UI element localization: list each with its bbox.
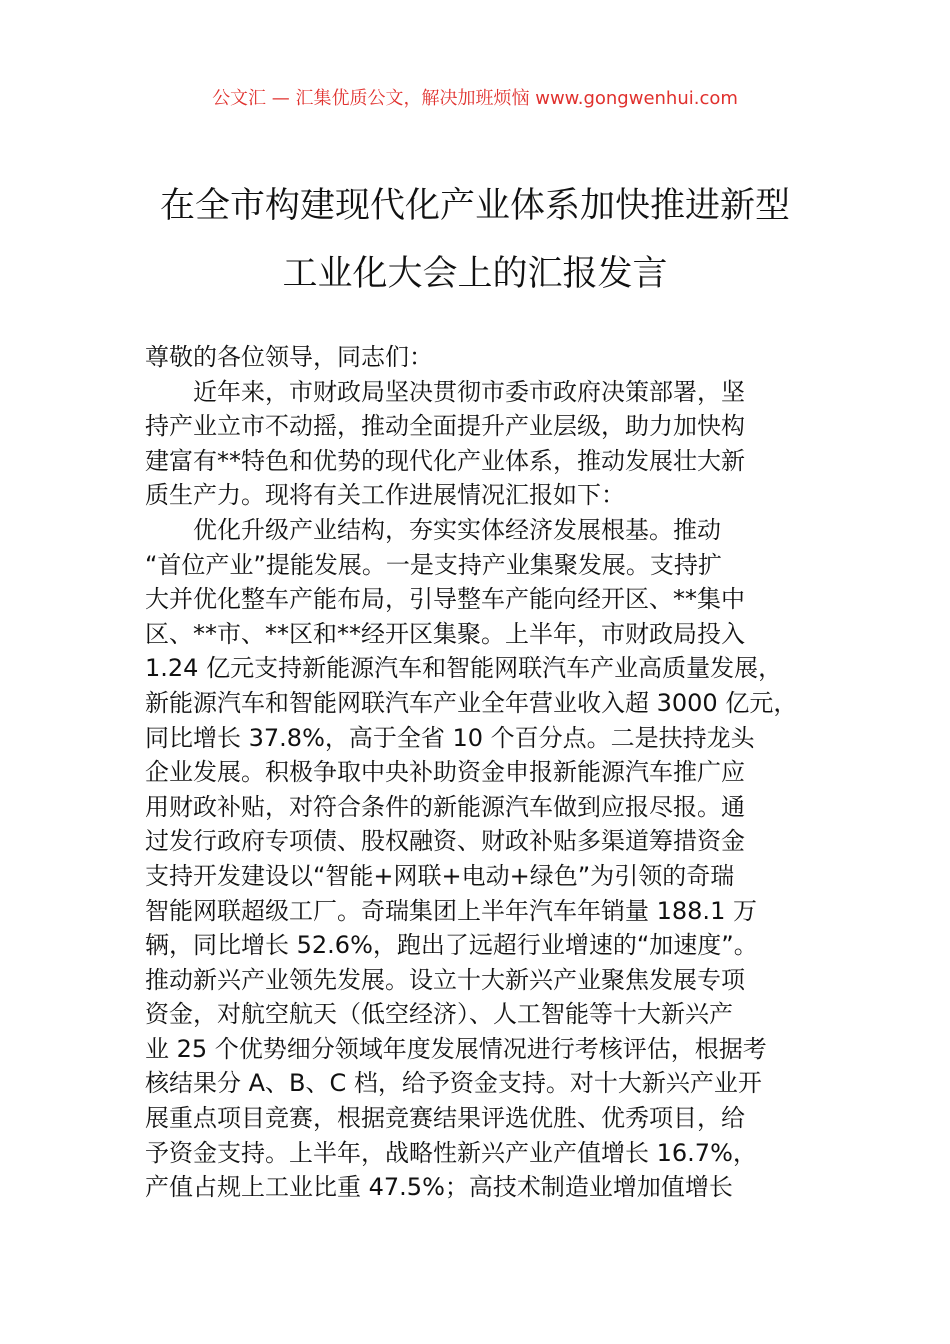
body-text-line: 同比增长 37.8%，高于全省 10 个百分点。二是扶持龙头 bbox=[145, 723, 755, 752]
body-text-line: 支持开发建设以“智能+网联+电动+绿色”为引领的奇瑞 bbox=[145, 861, 735, 890]
body-text-line: 用财政补贴，对符合条件的新能源汽车做到应报尽报。通 bbox=[145, 792, 745, 821]
site-header-watermark: 公文汇 — 汇集优质公文，解决加班烦恼 www.gongwenhui.com bbox=[212, 88, 738, 109]
body-text-line: 推动新兴产业领先发展。设立十大新兴产业聚焦发展专项 bbox=[145, 965, 745, 994]
body-text-line: 尊敬的各位领导，同志们： bbox=[145, 343, 433, 371]
body-text-line: 持产业立市不动摇，推动全面提升产业层级，助力加快构 bbox=[145, 412, 745, 441]
body-text-line: 1.24 亿元支持新能源汽车和智能网联汽车产业高质量发展， bbox=[145, 654, 783, 683]
body-text-line: 区、**市、**区和**经开区集聚。上半年，市财政局投入 bbox=[145, 619, 745, 648]
body-text-line: 新能源汽车和智能网联汽车产业全年营业收入超 3000 亿元， bbox=[145, 688, 798, 717]
document-title-line-1: 在全市构建现代化产业体系加快推进新型 bbox=[159, 186, 790, 226]
body-text-line: 企业发展。积极争取中央补助资金申报新能源汽车推广应 bbox=[145, 758, 745, 787]
body-text-line: 业 25 个优势细分领域年度发展情况进行考核评估，根据考 bbox=[145, 1034, 767, 1063]
document-body bbox=[145, 340, 845, 1205]
body-text-line: 展重点项目竞赛，根据竞赛结果评选优胜、优秀项目，给 bbox=[145, 1104, 745, 1133]
body-text-line: 过发行政府专项债、股权融资、财政补贴多渠道筹措资金 bbox=[145, 827, 745, 856]
body-text-line: 予资金支持。上半年，战略性新兴产业产值增长 16.7%， bbox=[145, 1138, 757, 1167]
body-text-line: 质生产力。现将有关工作进展情况汇报如下： bbox=[145, 481, 625, 510]
document-title-line-2: 工业化大会上的汇报发言 bbox=[282, 254, 668, 294]
body-text-line: 产值占规上工业比重 47.5%；高技术制造业增加值增长 bbox=[145, 1173, 733, 1202]
body-text-line: 智能网联超级工厂。奇瑞集团上半年汽车年销量 188.1 万 bbox=[145, 896, 757, 925]
body-text-line: 优化升级产业结构，夯实实体经济发展根基。推动 bbox=[145, 515, 721, 544]
body-text-line: 资金，对航空航天（低空经济）、人工智能等十大新兴产 bbox=[145, 1000, 733, 1029]
body-text-line: 建富有**特色和优势的现代化产业体系，推动发展壮大新 bbox=[145, 446, 745, 475]
body-text-line: “首位产业”提能发展。一是支持产业集聚发展。支持扩 bbox=[145, 550, 722, 579]
body-text-line: 大并优化整车产能布局，引导整车产能向经开区、**集中 bbox=[145, 585, 745, 614]
body-text-line: 核结果分 A、B、C 档，给予资金支持。对十大新兴产业开 bbox=[145, 1069, 762, 1098]
body-text-line: 辆，同比增长 52.6%，跑出了远超行业增速的“加速度”。 bbox=[145, 931, 758, 960]
body-text-line: 近年来，市财政局坚决贯彻市委市政府决策部署，坚 bbox=[145, 377, 745, 406]
